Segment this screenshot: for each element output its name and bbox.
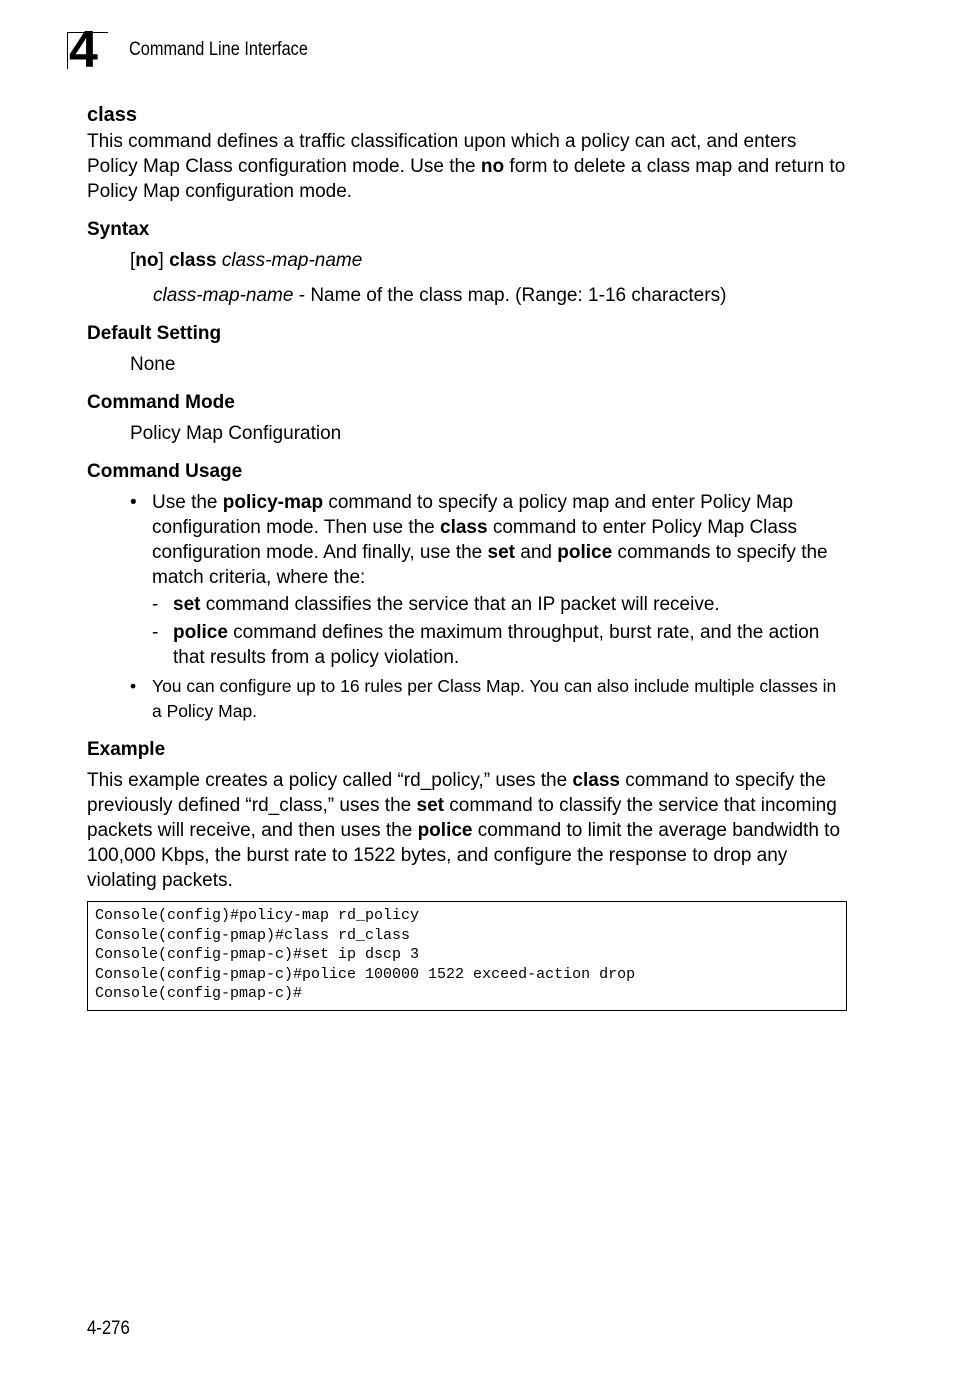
code-line: Console(config)#policy-map rd_policy	[95, 907, 420, 924]
dash-mark: -	[152, 622, 159, 643]
param-desc-text: - Name of the class map. (Range: 1-16 characters)	[293, 285, 727, 306]
usage-text: and	[515, 542, 558, 563]
code-example	[87, 901, 847, 1011]
command-usage-heading: Command Usage	[87, 461, 243, 482]
syntax-heading: Syntax	[87, 219, 150, 240]
code-line: Console(config-pmap)#class rd_class	[95, 926, 411, 944]
bullet-mark: •	[130, 492, 137, 513]
syntax-line	[130, 248, 847, 273]
command-mode-value: Policy Map Configuration	[130, 423, 342, 444]
code-line: Console(config-pmap-c)#set ip dscp 3	[95, 946, 420, 963]
param-name: class-map-name	[153, 285, 294, 306]
usage-bullet-2	[130, 674, 847, 724]
bullet-mark: •	[130, 676, 137, 696]
syntax-keyword-no: no	[135, 250, 159, 271]
chapter-number: 4	[69, 21, 96, 79]
syntax-keyword-class: class	[169, 250, 217, 271]
command-description	[87, 129, 847, 204]
usage-dash-item-2	[152, 620, 847, 670]
example-text: command to specify the previously defined “rd_class,” uses the	[87, 770, 826, 816]
example-heading: Example	[87, 739, 166, 760]
usage-text: Use the	[152, 492, 223, 513]
page-content	[87, 101, 847, 1011]
code-line: Console(config-pmap-c)#	[95, 985, 303, 1002]
syntax-bracket-close: ]	[158, 250, 170, 271]
usage-list	[130, 490, 847, 724]
usage-keyword: policy-map	[222, 492, 324, 513]
running-title: Command Line Interface	[129, 39, 308, 60]
usage-bullet-1	[130, 490, 847, 670]
syntax-param: class-map-name	[221, 250, 363, 271]
page-number: 4-276	[87, 1318, 130, 1339]
usage-text: command classifies the service that an IP packet will receive.	[200, 594, 720, 615]
default-setting-value: None	[130, 354, 176, 375]
example-keyword: class	[572, 770, 620, 791]
dash-mark: -	[152, 594, 159, 615]
desc-text-2: form to delete a class map and return to Policy Map configuration mode.	[87, 156, 846, 202]
example-text: command to classify the service that incoming packets will receive, and then uses the	[87, 795, 837, 841]
usage-keyword: set	[173, 594, 201, 615]
example-keyword: set	[416, 795, 444, 816]
usage-text: command to enter Policy Map Class configuration mode. And finally, use the	[152, 517, 797, 563]
usage-text: command to specify a policy map and enter Policy Map configuration mode. Then use the	[152, 492, 794, 538]
example-keyword: police	[417, 820, 473, 841]
example-text: This example creates a policy called “rd_policy,” uses the	[87, 770, 573, 791]
code-line: Console(config-pmap-c)#police 100000 1522 exceed-action drop	[95, 965, 636, 983]
syntax-bracket-open: [	[130, 250, 136, 271]
usage-sublist	[152, 592, 847, 670]
usage-text: You can configure up to 16 rules per Class Map. You can also include multiple classes in a Policy Map.	[152, 676, 837, 721]
command-title: class	[87, 104, 138, 126]
usage-keyword: set	[487, 542, 515, 563]
example-description	[87, 768, 847, 893]
desc-keyword-no: no	[480, 156, 505, 177]
usage-keyword: police	[557, 542, 613, 563]
usage-keyword: police	[173, 622, 228, 643]
usage-text: command defines the maximum throughput, burst rate, and the action that results from a policy violation.	[173, 622, 820, 668]
example-text: command to limit the average bandwidth to 100,000 Kbps, the burst rate to 1522 bytes, and configure the response to drop any violating packets.	[87, 820, 841, 891]
desc-text-1: This command defines a traffic classification upon which a policy can act, and enters Policy Map Class configuration mode. Use the	[87, 131, 797, 177]
usage-text: commands to specify the match criteria, where the:	[152, 542, 828, 588]
param-description	[153, 283, 847, 308]
usage-keyword: class	[440, 517, 488, 538]
usage-dash-item-1	[152, 592, 847, 617]
command-mode-heading: Command Mode	[87, 392, 235, 413]
default-setting-heading: Default Setting	[87, 323, 222, 344]
